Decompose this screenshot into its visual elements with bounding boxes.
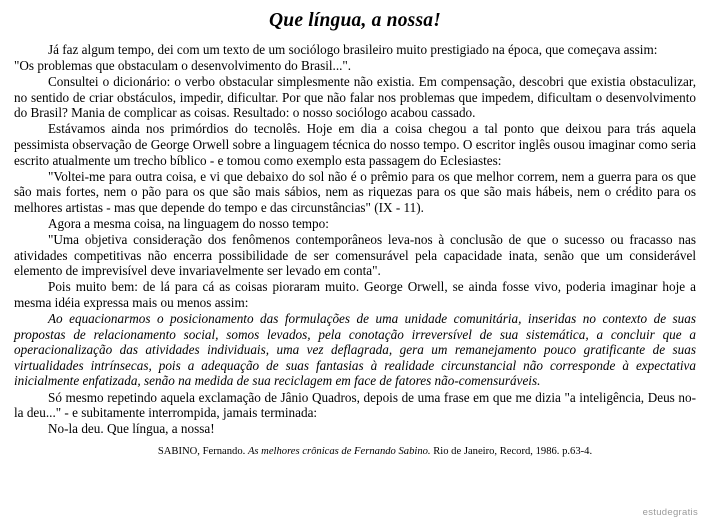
paragraph-11: No-la deu. Que língua, a nossa! (48, 421, 215, 437)
paragraph-8: Pois muito bem: de lá para cá as coisas pioraram muito. George Orwell, se ainda fosse vivo, poderia imaginar hoje a mesma idéia expressa mais ou menos assim: (14, 279, 696, 310)
paragraph-9-jargon: Ao equacionarmos o posicionamento das formulações de uma unidade comunitária, inseridas no contexto de suas propostas de relacionamento social, somos levados, pela conotação irreversível de sua sistemática, a concluir que a operacionalização das atividades individuais, uma vez deflagrada, gera um remanejamento pouco gratificante de suas virtualidades intrínsecas, pois a adequação de suas fantasias à realidade circunstancial não corresponde à expectativa inicialmente enfatizada, senão na medida de sua reciclagem em face de fatores não-comensuráveis. (14, 311, 696, 389)
source-author: SABINO, Fernando. (157, 445, 246, 457)
source-work: As melhores crônicas de Fernando Sabino. (247, 445, 431, 457)
source-citation (14, 445, 696, 458)
paragraph-10: Só mesmo repetindo aquela exclamação de Jânio Quadros, depois de uma frase em que me dizia "a inteligência, Deus no-la deu..." - e subitamente interrompida, jamais terminada: (14, 389, 696, 421)
source-publication: Rio de Janeiro, Record, 1986. p.63-4. (433, 445, 593, 457)
watermark: estudegratis (642, 507, 698, 518)
paragraph-4: Estávamos ainda nos primórdios do tecnolês. Hoje em dia a coisa chegou a tal ponto que deixou para trás aquela pessimista observação de George Orwell sobre a linguagem técnica do nosso tempo. O escritor inglês ousou imaginar como seria escrito atualmente um trecho bíblico - e tomou como exemplo esta passagem do Eclesiastes: (14, 121, 696, 168)
paragraph-5: "Voltei-me para outra coisa, e vi que debaixo do sol não é o prêmio para os que melhor correm, nem a guerra para os que são mais fortes, nem o pão para os que são mais sábios, nem as riquezas para os que são mais hábeis, nem o crédito para os melhores artistas - mas que depende do tempo e das circunstâncias" (IX - 11). (14, 168, 696, 215)
paragraph-1: Já faz algum tempo, dei com um texto de um sociólogo brasileiro muito prestigiado na época, que começava assim: (48, 42, 658, 57)
paragraph-7: "Uma objetiva consideração dos fenômenos contemporâneos leva-nos à conclusão de que o sucesso ou fracasso nas atividades competitivas não encerra possibilidade de ser comensurável pela capacidade inata, senão que um considerável elemento de imprevisível deve invariavelmente ser levado em conta". (14, 232, 696, 279)
page-title: Que língua, a nossa! (269, 10, 441, 31)
paragraph-6: Agora a mesma coisa, na linguagem do nosso tempo: (48, 216, 329, 232)
paragraph-2: "Os problemas que obstaculam o desenvolvimento do Brasil...". (14, 58, 352, 74)
paragraph-3: Consultei o dicionário: o verbo obstacular simplesmente não existia. Em compensação, descobri que existia obstaculizar, no sentido de criar obstáculos, impedir, dificultar. Por que não falar nos problemas que impedem, dificultam o desenvolvimento do Brasil? Mania de complicar as coisas. Resultado: o nosso sociólogo acabou cassado. (14, 74, 696, 121)
